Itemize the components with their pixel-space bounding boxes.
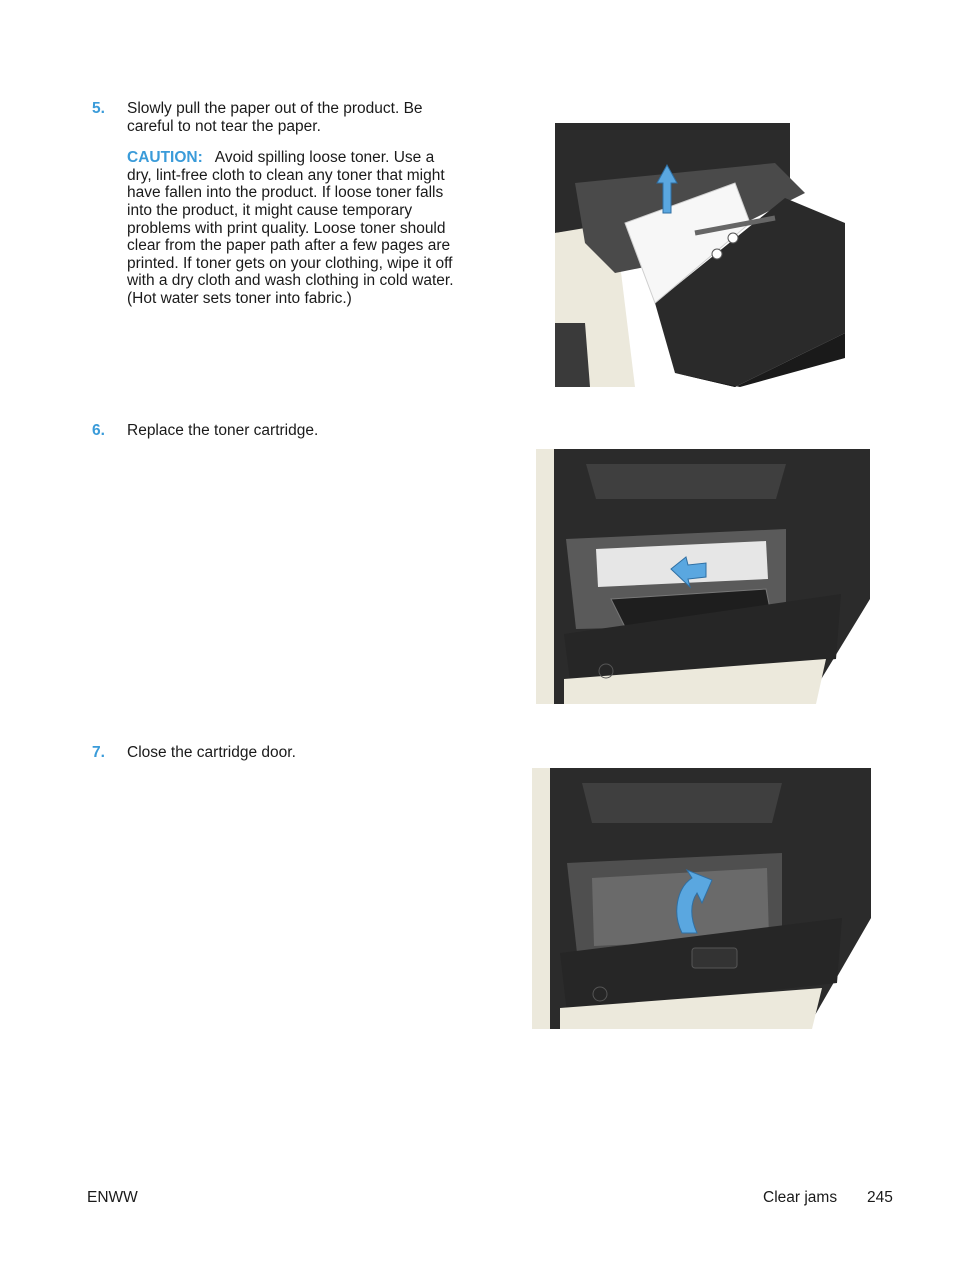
figure-remove-paper <box>555 123 845 387</box>
figure-replace-cartridge <box>536 449 870 704</box>
step-number: 6. <box>92 422 105 439</box>
caution-note <box>127 149 462 307</box>
step-number: 7. <box>92 744 105 761</box>
step-text: Replace the toner cartridge. <box>127 422 319 439</box>
page-number: 245 <box>867 1189 893 1206</box>
caution-text: Avoid spilling loose toner. Use a dry, lint-free cloth to clean any toner that might have fallen into the product. If loose toner falls into the product, it might cause temporary problems with print quality. Loose toner should clear from the paper path after a few pages are printed. If toner gets on your clothing, wipe it off with a dry cloth and wash clothing in cold water. (Hot water sets toner into fabric.) <box>127 149 454 307</box>
figure-close-door <box>532 768 871 1029</box>
step-7 <box>92 744 462 762</box>
printer-illustration-paper <box>555 123 845 387</box>
step-text: Slowly pull the paper out of the product. Be careful to not tear the paper. <box>127 100 423 135</box>
printer-illustration-door <box>532 768 871 1029</box>
footer-left: ENWW <box>87 1189 138 1206</box>
step-5 <box>92 100 462 308</box>
caution-label: CAUTION: <box>127 149 203 167</box>
printer-illustration-cartridge <box>536 449 870 704</box>
footer-section: Clear jams <box>763 1189 838 1206</box>
step-6 <box>92 422 462 440</box>
step-number: 5. <box>92 100 105 117</box>
step-text: Close the cartridge door. <box>127 744 296 761</box>
